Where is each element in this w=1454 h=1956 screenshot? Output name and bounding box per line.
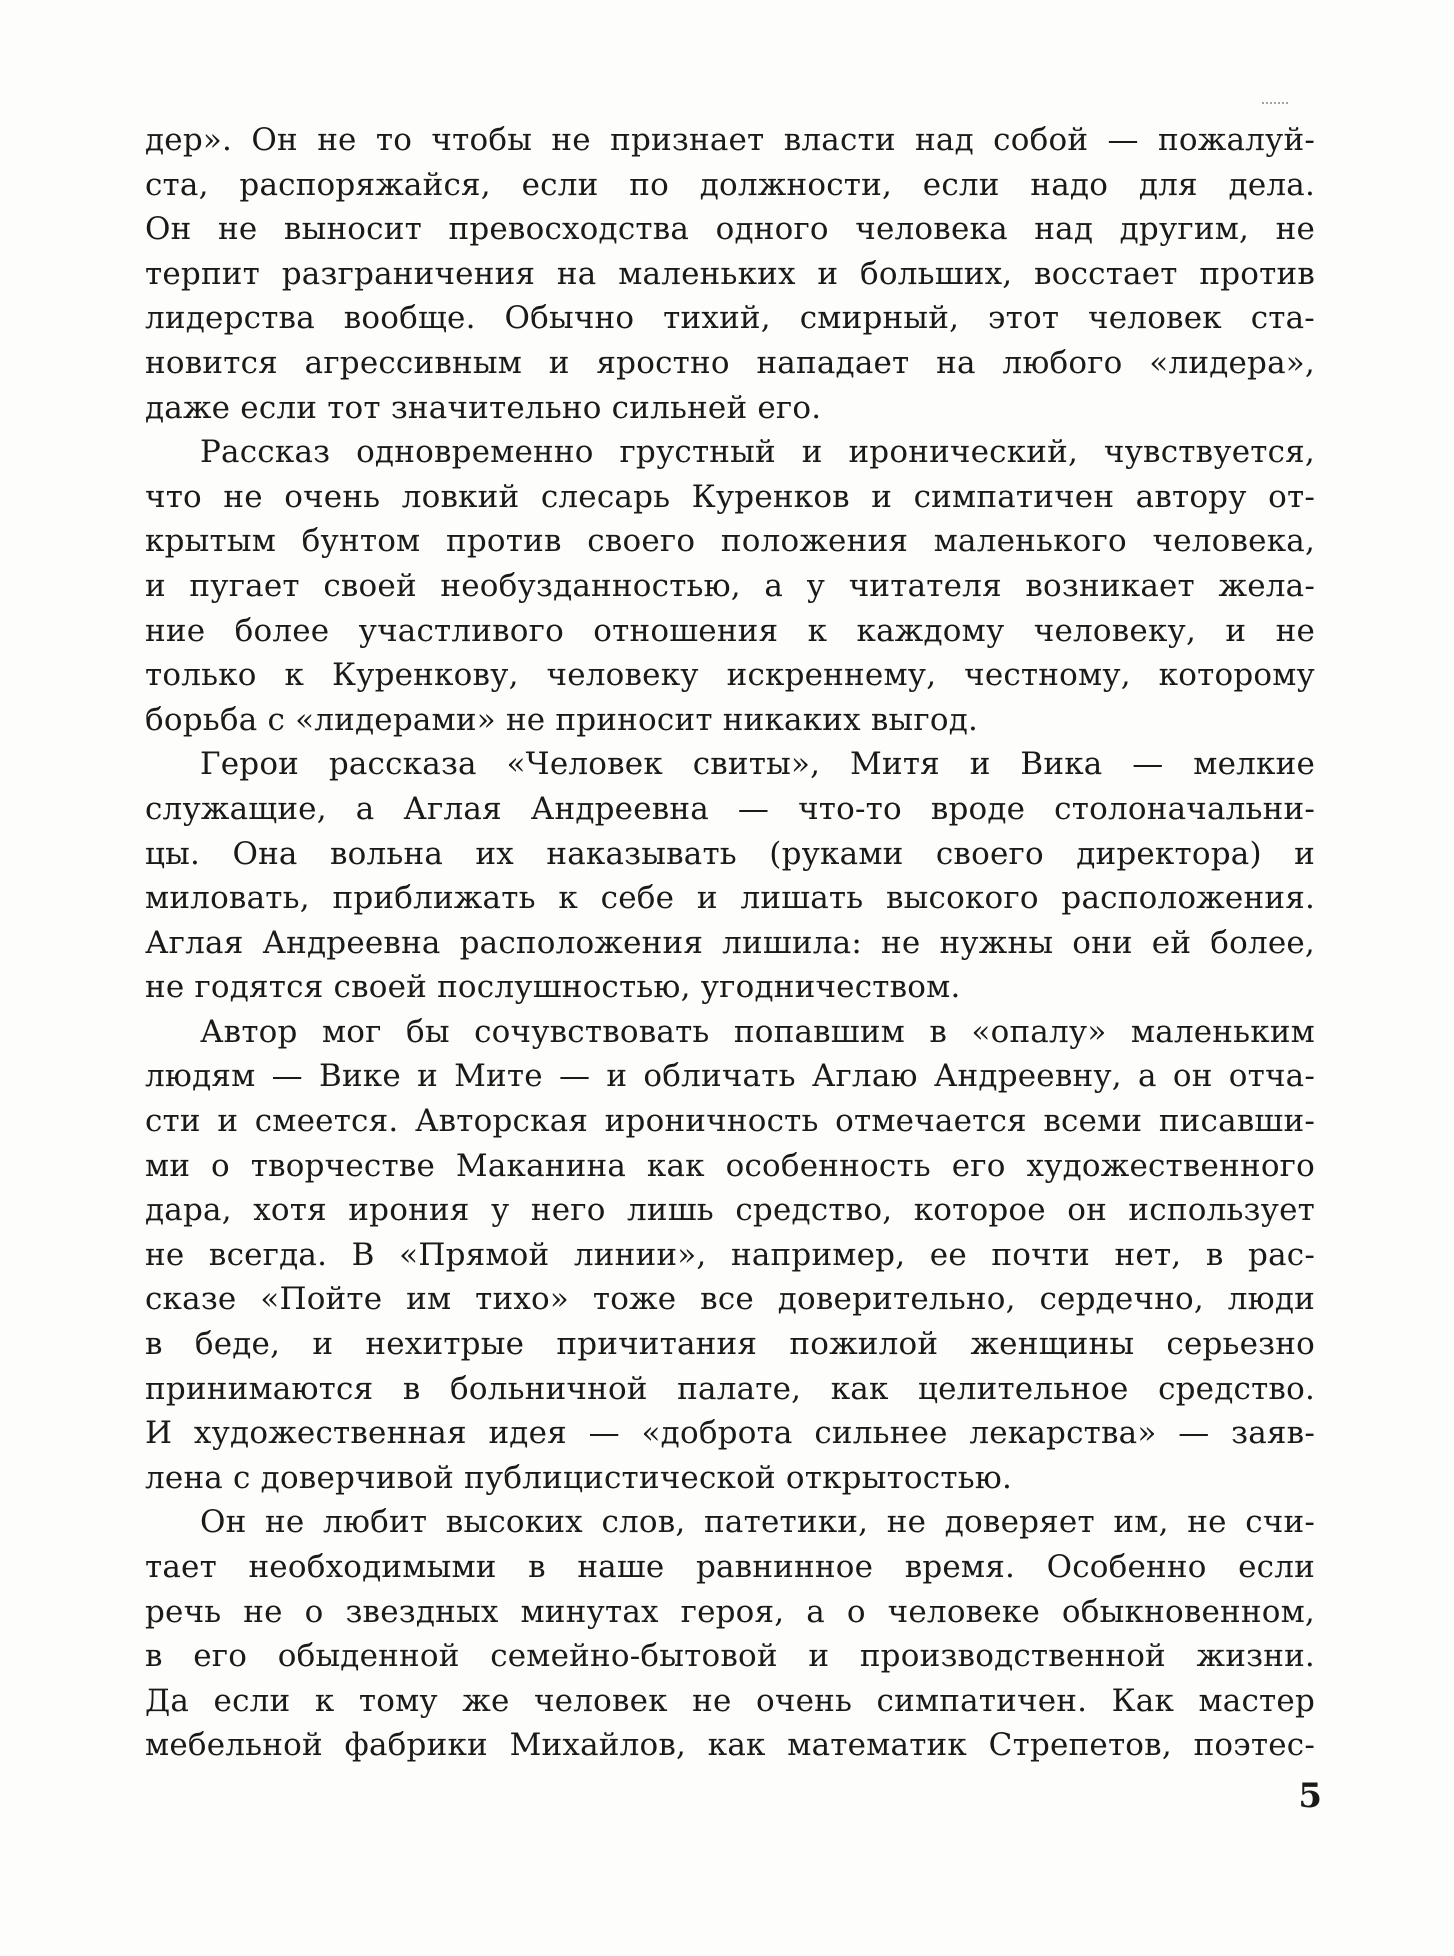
text-line: ние более участливого отношения к каждому человеку, и не [145, 612, 1315, 649]
text-line: ми о творчестве Маканина как особенность его художественного [145, 1147, 1315, 1184]
text-line: дер». Он не то чтобы не признает власти над собой — пожалуй- [145, 122, 1315, 158]
text-line: Автор мог бы сочувствовать попавшим в «опалу» маленьким [200, 1013, 1315, 1050]
text-line: Аглая Андреевна расположения лишила: не нужны они ей более, [145, 924, 1315, 961]
text-line: миловать, приближать к себе и лишать высокого расположения. [145, 880, 1315, 917]
page-number: 5 [1298, 1776, 1322, 1816]
text-line: в беде, и нехитрые причитания пожилой женщины серьезно [145, 1326, 1315, 1363]
text-line: Он не выносит превосходства одного человека над другим, не [145, 211, 1315, 248]
text-line: людям — Вике и Мите — и обличать Аглаю Андреевну, а он отча- [145, 1058, 1315, 1095]
text-line: сказе «Пойте им тихо» тоже все доверительно, сердечно, люди [145, 1281, 1315, 1318]
text-line: лидерства вообще. Обычно тихий, смирный, этот человек ста- [145, 300, 1315, 337]
text-line: не всегда. В «Прямой линии», например, ее почти нет, в рас- [145, 1236, 1315, 1273]
text-line: мебельной фабрики Михайлов, как математик Стрепетов, поэтес- [145, 1727, 1315, 1764]
text-line: Да если к тому же человек не очень симпатичен. Как мастер [145, 1682, 1315, 1719]
text-line: служащие, а Аглая Андреевна — что-то вроде столоначальни- [145, 790, 1315, 827]
paragraph-1 [145, 118, 1315, 430]
paragraph-5 [145, 1500, 1315, 1768]
text-line: И художественная идея — «доброта сильнее лекарства» — заяв- [145, 1415, 1315, 1452]
text-line: Герои рассказа «Человек свиты», Митя и Вика — мелкие [200, 746, 1315, 783]
body-text [145, 118, 1315, 1768]
text-line: борьба с «лидерами» не приносит никаких выгод. [145, 701, 979, 738]
text-line: что не очень ловкий слесарь Куренков и симпатичен автору от- [145, 478, 1315, 515]
paragraph-4 [145, 1010, 1315, 1501]
text-line: сти и смеется. Авторская ироничность отмечается всеми писавши- [145, 1103, 1315, 1140]
text-line: не годятся своей послушностью, угодничеством. [145, 969, 961, 1006]
paragraph-3 [145, 742, 1315, 1010]
text-line: дара, хотя ирония у него лишь средство, которое он использует [145, 1192, 1315, 1229]
text-line: ста, распоряжайся, если по должности, если надо для дела. [145, 166, 1315, 203]
text-line: Он не любит высоких слов, патетики, не доверяет им, не счи- [200, 1504, 1315, 1541]
text-line: даже если тот значительно сильней его. [145, 389, 822, 426]
text-line: речь не о звездных минутах героя, а о человеке обыкновенном, [145, 1593, 1315, 1630]
text-line: принимаются в больничной палате, как целительное средство. [145, 1370, 1315, 1407]
text-line: цы. Она вольна их наказывать (руками своего директора) и [145, 835, 1315, 872]
text-line: терпит разграничения на маленьких и больших, восстает против [145, 255, 1315, 292]
text-line: в его обыденной семейно-бытовой и производственной жизни. [145, 1638, 1315, 1675]
text-line: новится агрессивным и яростно нападает на любого «лидера», [145, 344, 1315, 381]
paragraph-2 [145, 430, 1315, 742]
text-line: тает необходимыми в наше равнинное время. Особенно если [145, 1549, 1315, 1585]
text-line: Рассказ одновременно грустный и иронический, чувствуется, [200, 434, 1315, 471]
text-line: крытым бунтом против своего положения маленького человека, [145, 523, 1315, 560]
text-line: лена с доверчивой публицистической открытостью. [145, 1459, 1013, 1496]
print-speck [1262, 102, 1288, 107]
text-line: только к Куренкову, человеку искреннему, честному, которому [145, 657, 1315, 694]
text-line: и пугает своей необузданностью, а у читателя возникает жела- [145, 567, 1315, 604]
